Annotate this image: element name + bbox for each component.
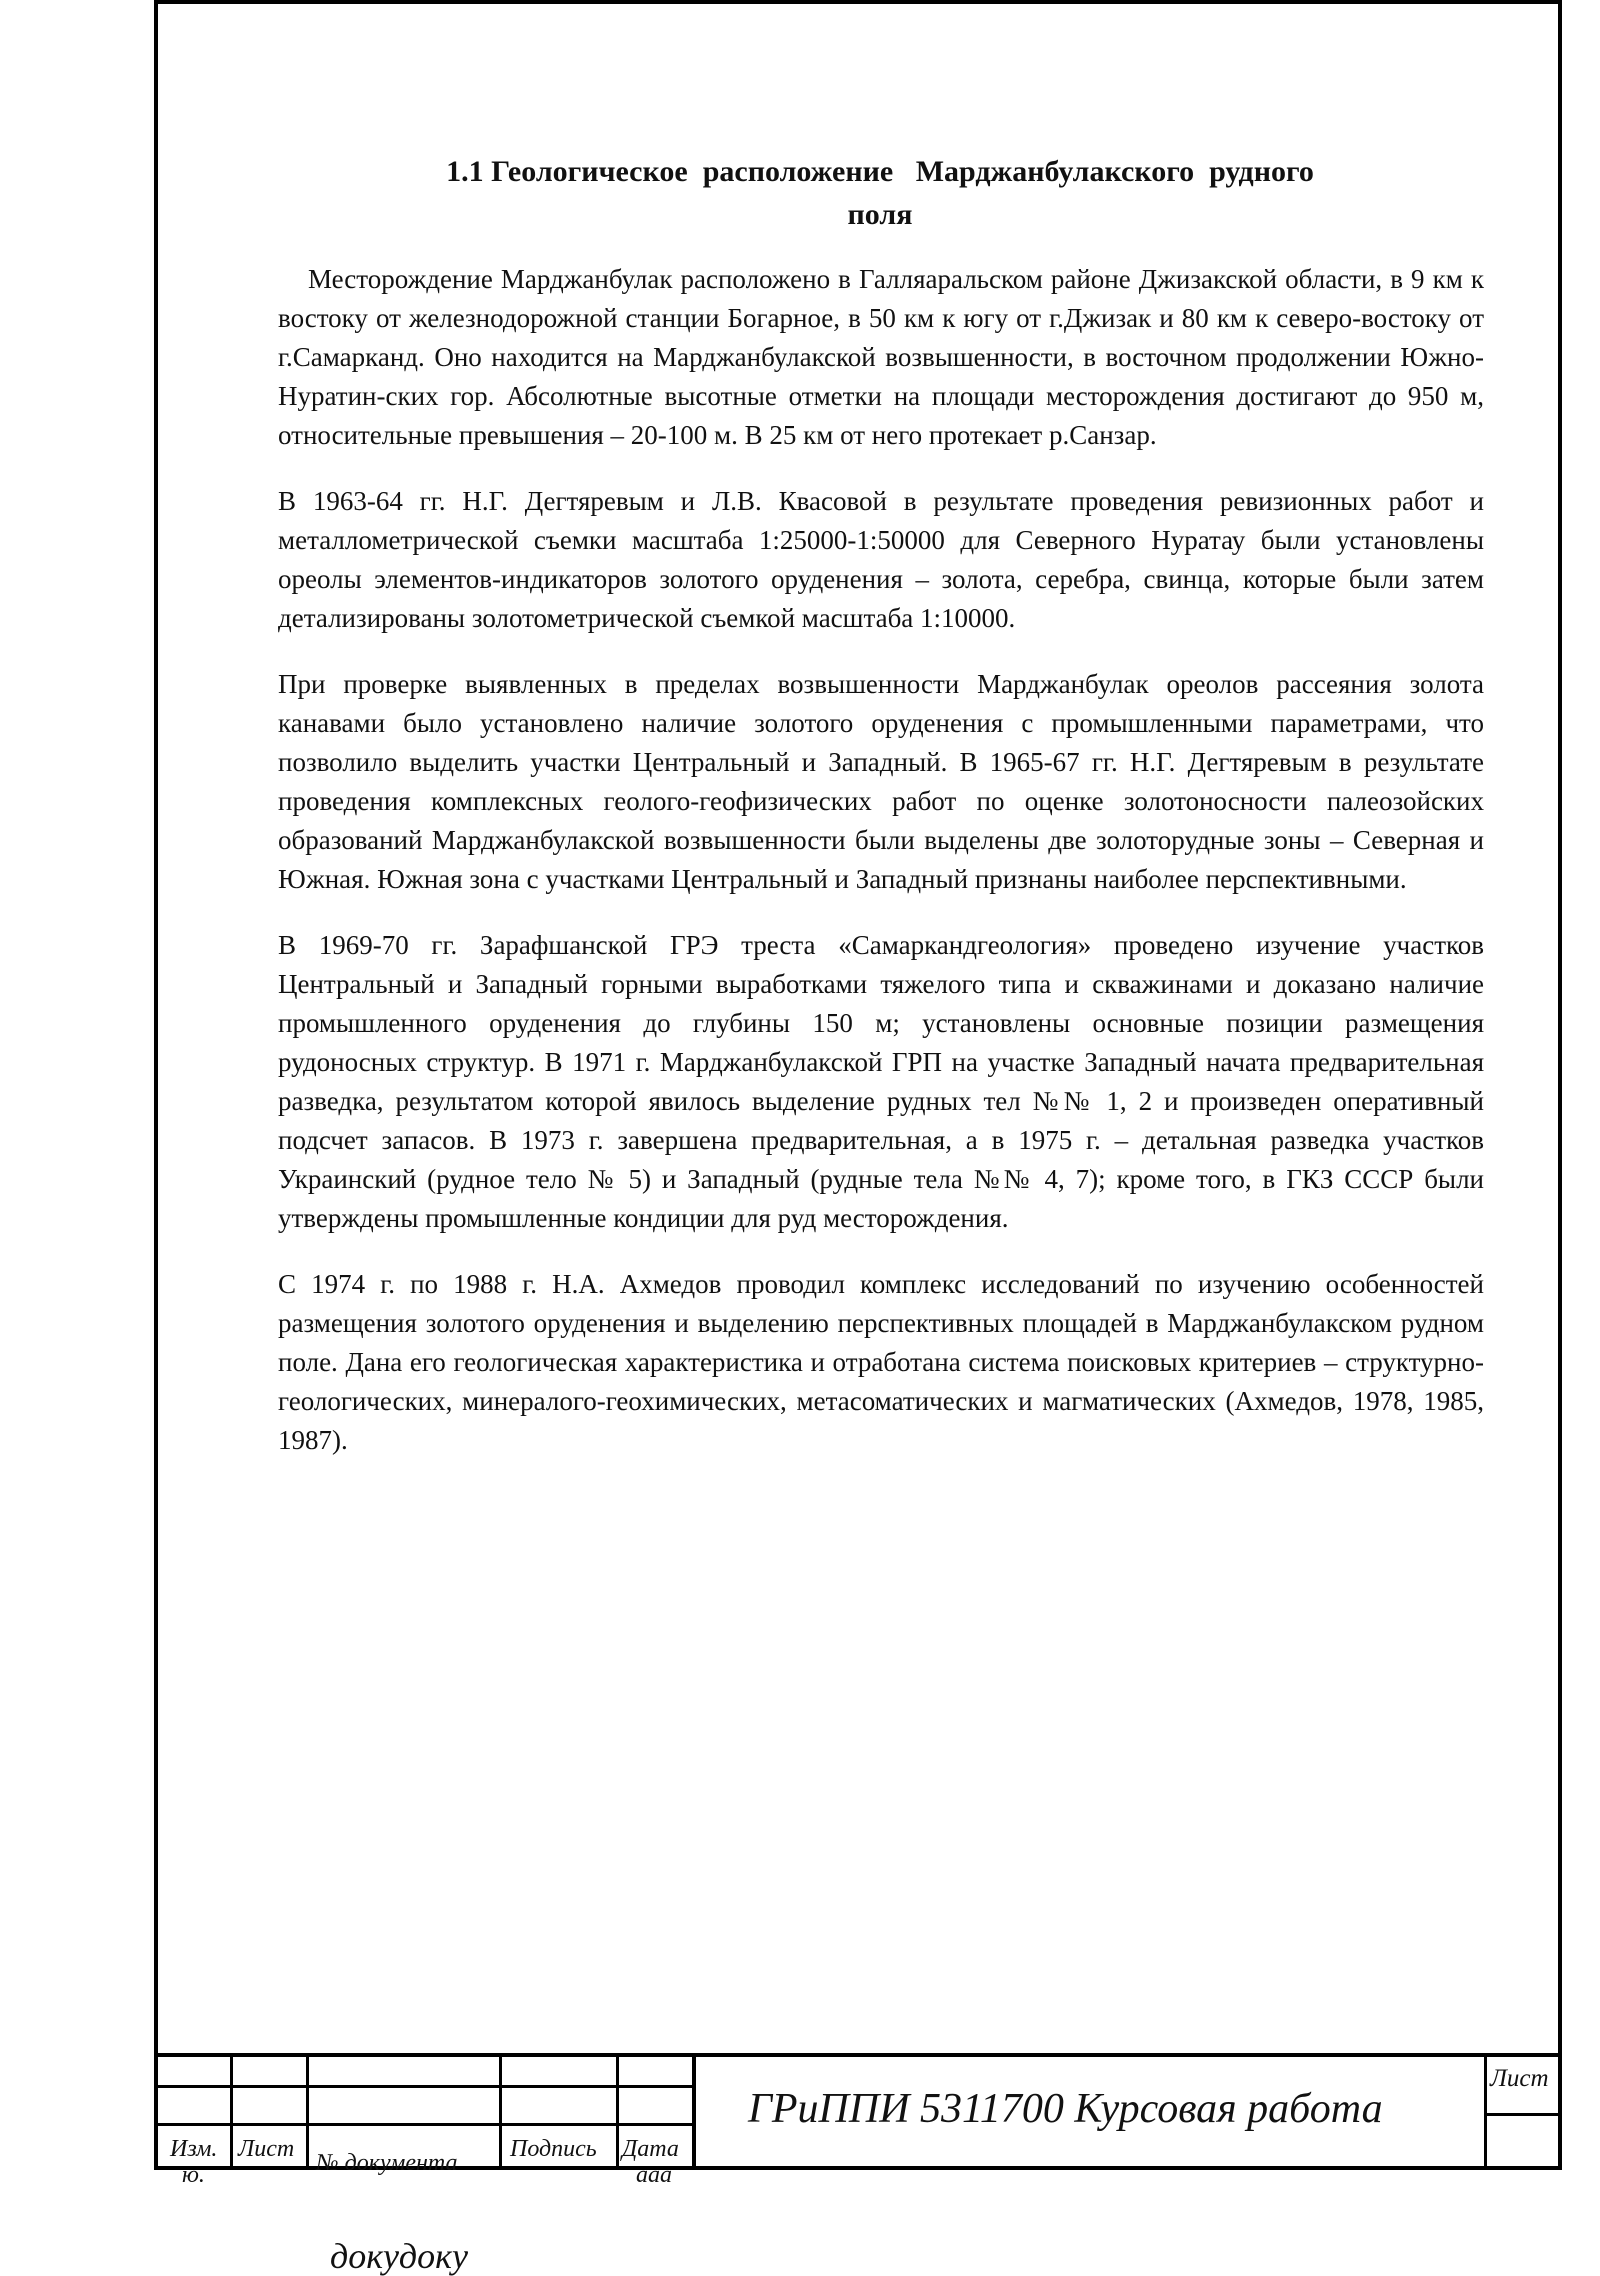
col-date-wrap-text: ааа <box>636 2162 672 2188</box>
stamp-col-divider-4 <box>616 2053 619 2170</box>
section-title <box>270 150 1490 236</box>
col-list-label: Лист <box>238 2136 295 2162</box>
col-izm-label <box>170 2136 217 2188</box>
stamp-col-divider-5 <box>692 2053 696 2170</box>
section-title-line-2: поля <box>847 198 913 231</box>
paragraph-4: В 1969-70 гг. Зарафшанской ГРЭ треста «Самаркандгеология» проведено изучение участков Центральный и Западный горными выработками тяжелого типа и скважинами и доказано наличие промышленного оруденения до глубины 150 м; установлены основные позиции размещения рудоносных структур. В 1971 г. Марджанбулакской ГРП на участке Западный начата предварительная разведка, результатом которой явилось выделение рудных тел №№ 1, 2 и произведен оперативный подсчет запасов. В 1973 г. завершена предварительная, а в 1975 г. – детальная разведка участков Украинский (рудное тело № 5) и Западный (рудные тела №№ 4, 7); кроме того, в ГКЗ СССР были утверждены промышленные кондиции для руд месторождения. <box>278 930 1484 1233</box>
overflow-text-below-stamp: докудоку <box>330 2236 468 2276</box>
section-title-line-1: 1.1 Геологическое расположение Марджанбулакского рудного <box>446 155 1314 188</box>
col-doc-no-label: № документа <box>316 2150 458 2176</box>
col-izm-wrap-text: ю. <box>182 2162 205 2188</box>
col-izm-text: Изм. <box>170 2136 218 2162</box>
stamp-row-divider-2 <box>154 2123 692 2126</box>
stamp-col-divider-6 <box>1484 2053 1487 2170</box>
sheet-label: Лист <box>1490 2065 1549 2092</box>
paragraph-1: Месторождение Марджанбулак расположено в Галляаральском районе Джизакской области, в 9 км к востоку от железнодорожной станции Богарное, в 50 км к югу от г.Джизак и 80 км к северо-востоку от г.Самарканд. Оно находится на Марджанбулакской возвышенности, в восточном продолжении Южно-Нуратин-ских гор. Абсолютные высотные отметки на площади месторождения достигают до 950 м, относительные превышения – 20-100 м. В 25 км от него протекает р.Санзар. <box>278 264 1484 450</box>
col-signature-label: Подпись <box>510 2136 597 2162</box>
stamp-row-divider-1 <box>154 2085 692 2088</box>
paragraph-5: С 1974 г. по 1988 г. Н.А. Ахмедов проводил комплекс исследований по изучению особенностей размещения золотого оруденения и выделению перспективных площадей в Марджанбулакском рудном поле. Дана его геологическая характеристика и отработана система поисковых критериев – структурно-геологических, минералого-геохимических, метасоматических и магматических (Ахмедов, 1978, 1985, 1987). <box>278 1269 1484 1455</box>
col-date-label <box>622 2136 679 2188</box>
sheet-cell-divider <box>1484 2113 1562 2116</box>
stamp-col-divider-2 <box>306 2053 309 2170</box>
stamp-col-divider-3 <box>499 2053 502 2170</box>
stamp-col-divider-1 <box>230 2053 233 2170</box>
document-code: ГРиППИ 5311700 Курсовая работа <box>748 2086 1383 2132</box>
paragraph-2: В 1963-64 гг. Н.Г. Дегтяревым и Л.В. Квасовой в результате проведения ревизионных работ и металлометрической съемки масштаба 1:25000-1:50000 для Северного Нуратау были установлены ореолы элементов-индикаторов золотого оруденения – золота, серебра, свинца, которые были затем детализированы золотометрической съемкой масштаба 1:10000. <box>278 486 1484 633</box>
stamp-top-border <box>154 2053 1562 2057</box>
title-block-stamp <box>154 2053 1562 2188</box>
col-date-text: Дата <box>622 2136 679 2162</box>
document-body <box>278 260 1484 1487</box>
paragraph-3: При проверке выявленных в пределах возвышенности Марджанбулак ореолов рассеяния золота канавами было установлено наличие золотого оруденения с промышленными параметрами, что позволило выделить участки Центральный и Западный. В 1965-67 гг. Н.Г. Дегтяревым в результате проведения комплексных геолого-геофизических работ по оценке золотоносности палеозойских образований Марджанбулакской возвышенности были выделены две золоторудные зоны – Северная и Южная. Южная зона с участками Центральный и Западный признаны наиболее перспективными. <box>278 669 1484 894</box>
